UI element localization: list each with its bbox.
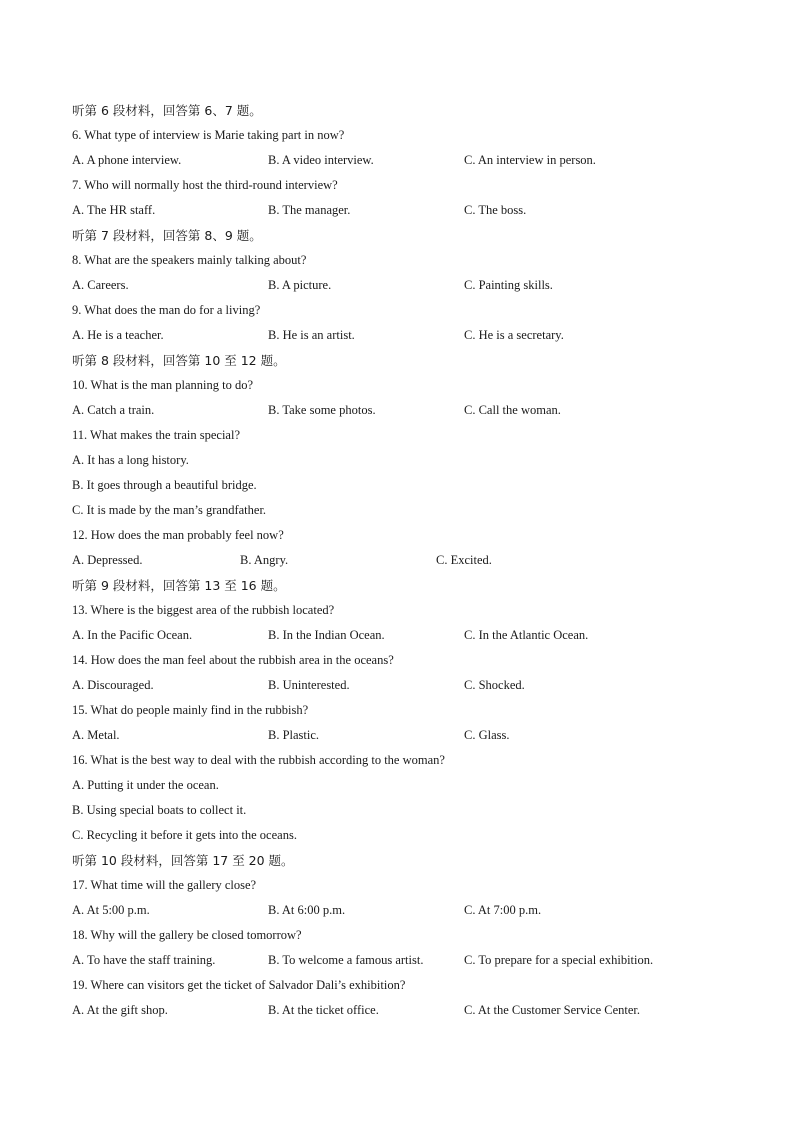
options-9	[72, 323, 732, 348]
question-19: 19. Where can visitors get the ticket of Salvador Dali’s exhibition?	[72, 978, 406, 992]
exam-page	[72, 98, 732, 1023]
question-6: 6. What type of interview is Marie taking part in now?	[72, 128, 345, 142]
option-b: B. It goes through a beautiful bridge.	[72, 478, 257, 492]
question-12: 12. How does the man probably feel now?	[72, 528, 284, 542]
question-14: 14. How does the man feel about the rubbish area in the oceans?	[72, 653, 394, 667]
option-a: A. Putting it under the ocean.	[72, 778, 219, 792]
option-b: B. In the Indian Ocean.	[268, 628, 385, 642]
option-b: B. Uninterested.	[268, 678, 350, 692]
option-a: A. Catch a train.	[72, 403, 155, 417]
option-c: C. Painting skills.	[464, 278, 553, 292]
options-14	[72, 673, 732, 698]
option-b: B. He is an artist.	[268, 328, 355, 342]
section-heading: 听第 7 段材料，回答第 8、9 题。	[72, 228, 262, 243]
question-7: 7. Who will normally host the third-round interview?	[72, 178, 338, 192]
option-c: C. At the Customer Service Center.	[464, 1003, 641, 1017]
option-a: A. Discouraged.	[72, 678, 154, 692]
question-13: 13. Where is the biggest area of the rubbish located?	[72, 603, 335, 617]
option-a: A. The HR staff.	[72, 203, 156, 217]
options-18	[72, 948, 732, 973]
option-c: C. In the Atlantic Ocean.	[464, 628, 589, 642]
option-b: B. A video interview.	[268, 153, 374, 167]
option-b: B. To welcome a famous artist.	[268, 953, 424, 967]
section-heading: 听第 10 段材料，回答第 17 至 20 题。	[72, 853, 294, 868]
option-b: B. The manager.	[268, 203, 351, 217]
option-c: C. Excited.	[436, 553, 492, 567]
options-12	[72, 548, 732, 573]
question-8: 8. What are the speakers mainly talking about?	[72, 253, 307, 267]
option-a: A. A phone interview.	[72, 153, 182, 167]
option-b: B. Using special boats to collect it.	[72, 803, 247, 817]
question-16: 16. What is the best way to deal with the rubbish according to the woman?	[72, 753, 445, 767]
option-b: B. At 6:00 p.m.	[268, 903, 346, 917]
option-c: C. Glass.	[464, 728, 510, 742]
option-a: A. It has a long history.	[72, 453, 189, 467]
question-15: 15. What do people mainly find in the rubbish?	[72, 703, 309, 717]
option-a: A. To have the staff training.	[72, 953, 216, 967]
question-9: 9. What does the man do for a living?	[72, 303, 261, 317]
option-c: C. Call the woman.	[464, 403, 561, 417]
option-a: A. At the gift shop.	[72, 1003, 168, 1017]
option-c: C. An interview in person.	[464, 153, 596, 167]
option-b: B. At the ticket office.	[268, 1003, 379, 1017]
option-b: B. Angry.	[240, 553, 289, 567]
options-13	[72, 623, 732, 648]
options-10	[72, 398, 732, 423]
option-a: A. At 5:00 p.m.	[72, 903, 150, 917]
option-b: B. Take some photos.	[268, 403, 376, 417]
option-c: C. Recycling it before it gets into the oceans.	[72, 828, 297, 842]
option-a: A. In the Pacific Ocean.	[72, 628, 193, 642]
section-heading: 听第 9 段材料，回答第 13 至 16 题。	[72, 578, 286, 593]
options-7	[72, 198, 732, 223]
option-a: A. Careers.	[72, 278, 129, 292]
question-11: 11. What makes the train special?	[72, 428, 240, 442]
options-17	[72, 898, 732, 923]
option-b: B. A picture.	[268, 278, 332, 292]
option-c: C. At 7:00 p.m.	[464, 903, 542, 917]
options-19	[72, 998, 732, 1023]
option-a: A. He is a teacher.	[72, 328, 164, 342]
question-10: 10. What is the man planning to do?	[72, 378, 253, 392]
options-15	[72, 723, 732, 748]
options-8	[72, 273, 732, 298]
section-heading: 听第 6 段材料，回答第 6、7 题。	[72, 103, 262, 118]
option-c: C. He is a secretary.	[464, 328, 564, 342]
option-c: C. It is made by the man’s grandfather.	[72, 503, 267, 517]
section-heading: 听第 8 段材料，回答第 10 至 12 题。	[72, 353, 286, 368]
option-a: A. Depressed.	[72, 553, 143, 567]
question-17: 17. What time will the gallery close?	[72, 878, 257, 892]
option-c: C. The boss.	[464, 203, 527, 217]
option-c: C. To prepare for a special exhibition.	[464, 953, 654, 967]
option-b: B. Plastic.	[268, 728, 320, 742]
options-6	[72, 148, 732, 173]
option-a: A. Metal.	[72, 728, 120, 742]
question-18: 18. Why will the gallery be closed tomorrow?	[72, 928, 302, 942]
option-c: C. Shocked.	[464, 678, 525, 692]
